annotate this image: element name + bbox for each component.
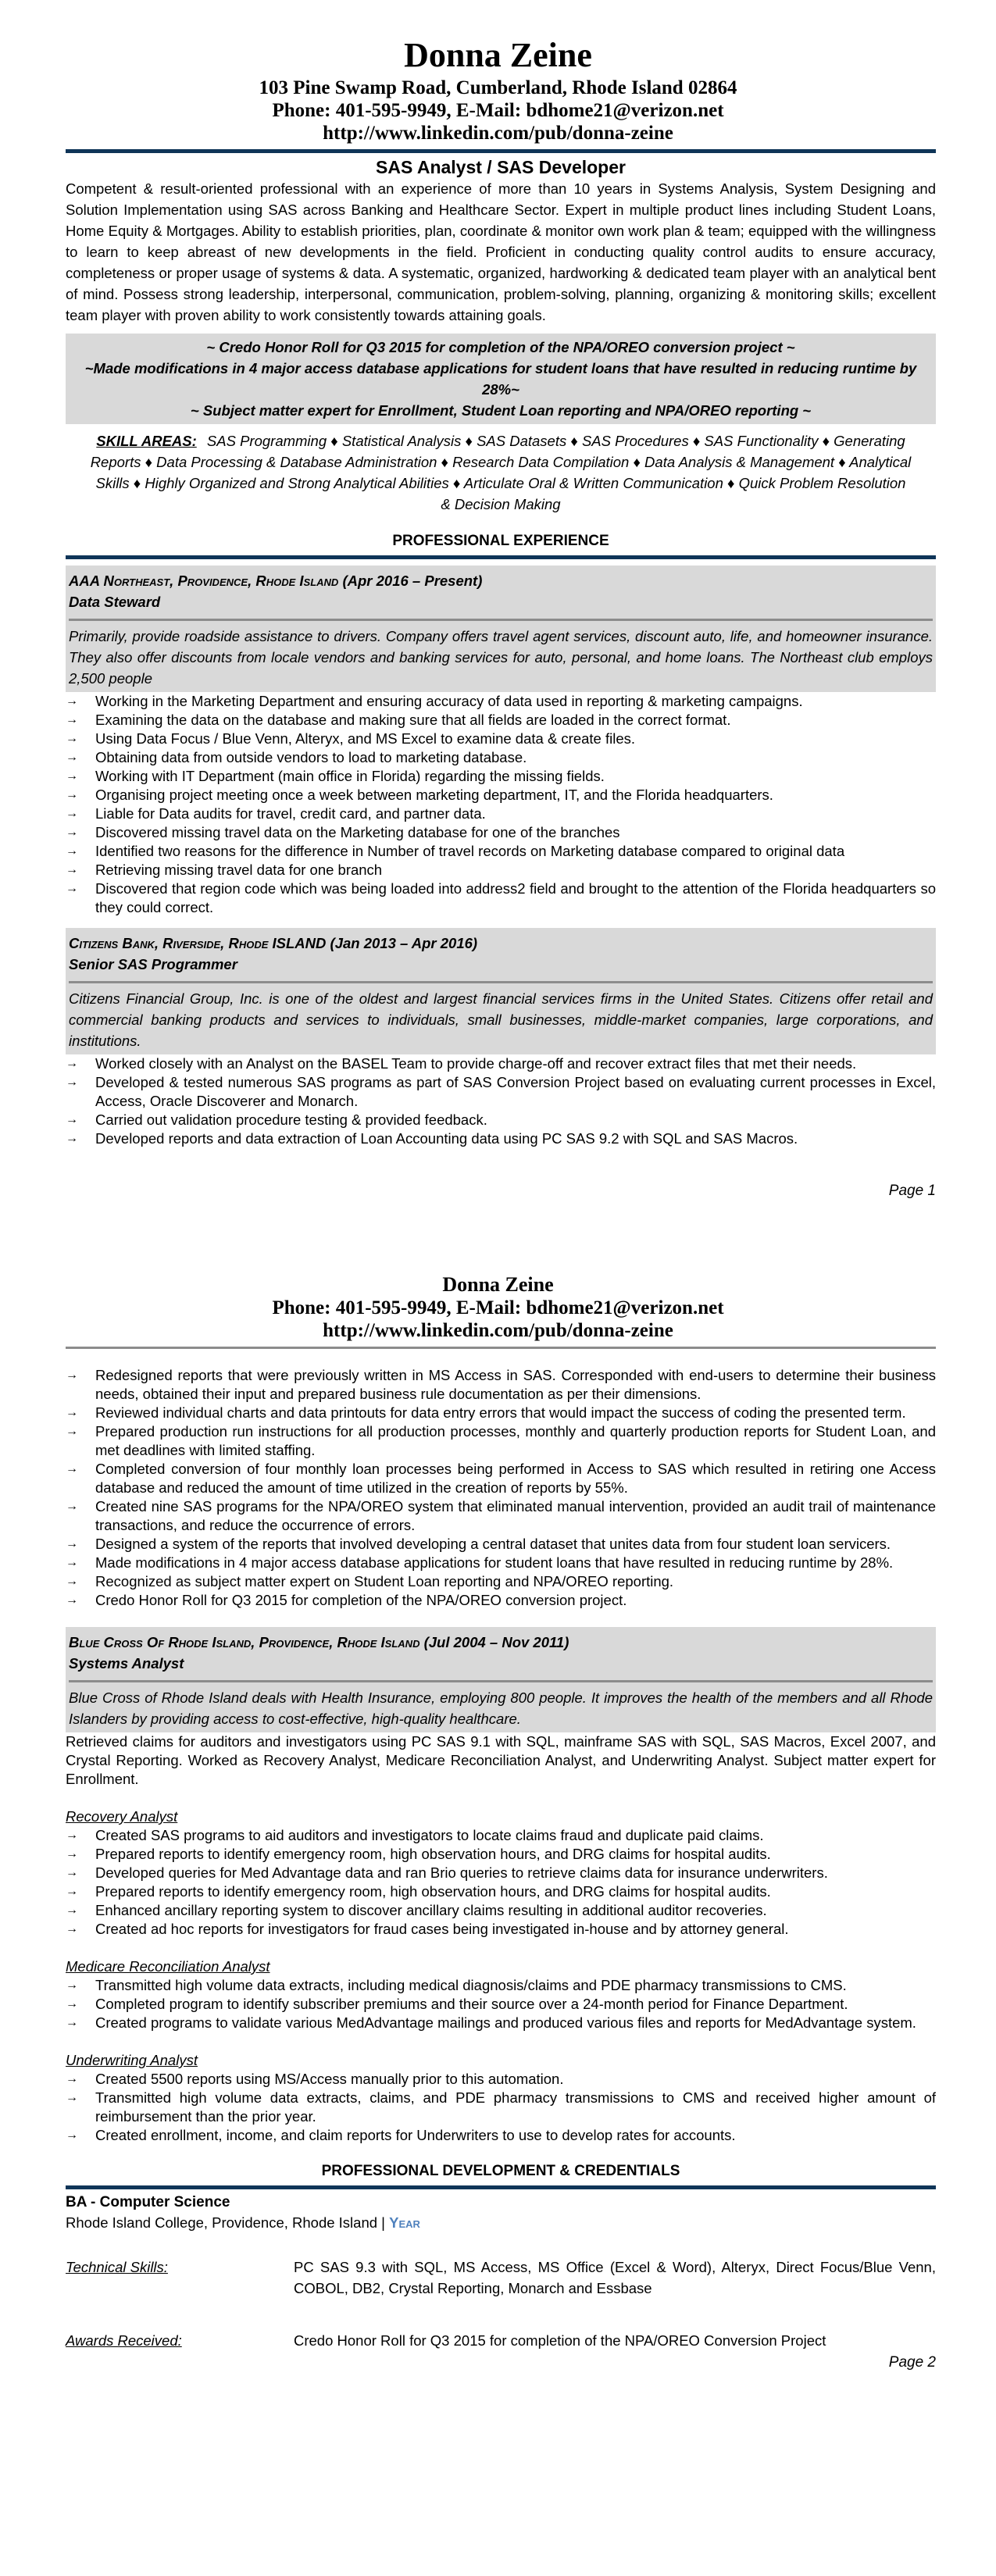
resume-header	[0, 0, 996, 144]
contact-info: Phone: 401-595-9949, E-Mail: bdhome21@verizon.net	[272, 100, 724, 121]
arrow-right-icon: →	[66, 807, 78, 820]
arrow-right-icon: →	[66, 1575, 78, 1588]
list-item: → Working in the Marketing Department and ensuring accuracy of data used in reporting & marketing campaigns.	[66, 693, 803, 709]
arrow-right-icon: →	[66, 1368, 78, 1382]
list-item: → Obtaining data from outside vendors to load to marketing database.	[66, 749, 527, 765]
list-item: → Liable for Data audits for travel, credit card, and partner data.	[66, 805, 486, 822]
education-school: Rhode Island College, Providence, Rhode Island | Year	[66, 2214, 420, 2231]
list-item: → Created ad hoc reports for investigators for fraud cases being investigated in-house and by attorney general.	[66, 1921, 789, 1937]
section-title-credentials: PROFESSIONAL DEVELOPMENT & CREDENTIALS	[321, 2163, 680, 2179]
section-divider	[66, 2185, 936, 2189]
list-item: → Designed a system of the reports that involved developing a central dataset that unites data from four student loan servicers.	[66, 1536, 891, 1552]
employment-dates: (Jan 2013 – Apr 2016)	[330, 935, 478, 951]
list-item: → Reviewed individual charts and data printouts for data entry errors that would impact the success of coding the presented term.	[66, 1404, 906, 1421]
highlights-box	[66, 334, 936, 424]
list-item: → Prepared reports to identify emergency room, high observation hours, and DRG claims for hospital audits.	[66, 1846, 771, 1862]
list-item: → Developed reports and data extraction of Loan Accounting data using PC SAS 9.2 with SQL and SAS Macros.	[66, 1130, 798, 1147]
subrole-title: Underwriting Analyst	[66, 2052, 198, 2068]
list-item: → Completed conversion of four monthly loan processes being performed in Access to SAS which resulted in retiring one Access database and reduced the amount of time utilized in the creation of reports by 55%.	[66, 1461, 936, 1496]
list-item: → Identified two reasons for the difference in Number of travel records on Marketing database compared to original data	[66, 843, 845, 859]
page-number: Page 1	[888, 1183, 936, 1199]
highlight-item: ~ Subject matter expert for Enrollment, Student Loan reporting and NPA/OREO reporting ~	[190, 402, 812, 419]
arrow-right-icon: →	[66, 826, 78, 839]
list-item: → Retrieving missing travel data for one branch	[66, 862, 383, 878]
list-item: → Redesigned reports that were previously written in MS Access in SAS. Corresponded with end-users to determine their business needs, obtained their input and prepared business rule documentation as per their dimensions.	[66, 1367, 936, 1402]
arrow-right-icon: →	[66, 1057, 78, 1070]
resume-header-page-2	[0, 1273, 996, 1342]
arrow-right-icon: →	[66, 1847, 78, 1861]
job-header-aaa	[66, 566, 936, 692]
arrow-right-icon: →	[66, 1406, 78, 1419]
arrow-right-icon: →	[66, 1922, 78, 1936]
role-title: Senior SAS Programmer	[69, 956, 237, 972]
list-item: → Completed program to identify subscriber premiums and their source over a 24-month period for Finance Department.	[66, 1996, 848, 2012]
list-item: → Developed queries for Med Advantage data and ran Brio queries to retrieve claims data for insurance underwriters.	[66, 1864, 828, 1881]
professional-summary: Competent & result-oriented professional with an experience of more than 10 years in Systems Analysis, System Designing and Solution Implementation using SAS across Banking and Healthcare Sector. Expert in multiple product lines including Student Loans, Home Equity & Mortgages. Ability to establish priorities, plan, coordinate & monitor own work plan & team; equipped with the willingness to learn to keep abreast of new developments in the field. Proficient in conducting quality control audits to ensure accuracy, completeness or proper usage of systems & data. A systematic, organized, hardworking & dedicated team player with an analytical bent of mind. Possess strong leadership, interpersonal, communication, problem-solving, planning, organizing & monitoring skills; excellent team player with proven ability to work consistently towards attaining goals.	[66, 180, 936, 323]
header-divider	[66, 149, 936, 153]
list-item: → Using Data Focus / Blue Venn, Alteryx, and MS Excel to examine data & create files.	[66, 730, 636, 747]
section-divider	[66, 555, 936, 559]
company-line	[69, 570, 933, 591]
list-item: → Worked closely with an Analyst on the BASEL Team to provide charge-off and recover extract files that met their needs.	[66, 1055, 857, 1072]
arrow-right-icon: →	[66, 1593, 78, 1607]
employment-dates: (Apr 2016 – Present)	[342, 573, 483, 589]
list-item: → Credo Honor Roll for Q3 2015 for completion of the NPA/OREO conversion project.	[66, 1592, 627, 1608]
technical-skills-label: Technical Skills:	[66, 2259, 168, 2275]
arrow-right-icon: →	[66, 769, 78, 783]
list-item: → Carried out validation procedure testing & provided feedback.	[66, 1111, 487, 1128]
job-header-bluecross	[66, 1627, 936, 1732]
arrow-right-icon: →	[66, 1132, 78, 1145]
arrow-right-icon: →	[66, 713, 78, 726]
role-title: Data Steward	[69, 594, 161, 610]
company-line	[69, 1632, 933, 1653]
skill-areas-label: SKILL AREAS:	[96, 433, 197, 449]
list-item: → Enhanced ancillary reporting system to discover ancillary claims resulting in additional auditor recoveries.	[66, 1902, 767, 1918]
linkedin-link[interactable]: http://www.linkedin.com/pub/donna-zeine	[323, 1320, 673, 1341]
page-number: Page 2	[888, 2354, 936, 2371]
highlight-item: ~Made modifications in 4 major access database applications for student loans that have resulted in reducing runtime by 28%~	[84, 360, 917, 398]
list-item: → Created SAS programs to aid auditors and investigators to locate claims fraud and duplicate paid claims.	[66, 1827, 764, 1843]
company-description: Citizens Financial Group, Inc. is one of the oldest and largest financial services firms in the United States. Citizens offer retail and commercial banking products and services to individuals, small businesses, middle-market companies, large corporations, and institutions.	[69, 990, 933, 1049]
list-item: → Created nine SAS programs for the NPA/OREO system that eliminated manual intervention, provided an audit trail of maintenance transactions, and reduce the occurrence of errors.	[66, 1498, 936, 1533]
list-item: → Created 5500 reports using MS/Access manually prior to this automation.	[66, 2071, 564, 2087]
arrow-right-icon: →	[66, 694, 78, 708]
job-divider	[69, 1680, 933, 1682]
education-year: Year	[389, 2214, 420, 2231]
skill-areas-list: SAS Programming ♦ Statistical Analysis ♦ SAS Datasets ♦ SAS Procedures ♦ SAS Functionality ♦ Generating Reports ♦ Data Processing & Database Administration ♦ Research Data Compilation ♦ Data Analysis & Management ♦ Analytical Skills ♦ Highly Organized and Strong Analytical Abilities ♦ Articulate Oral & Written Communication ♦ Quick Problem Resolution & Decision Making	[90, 433, 912, 512]
list-item: → Transmitted high volume data extracts, claims, and PDE pharmacy transmissions to CMS and received higher amount of reimbursement than the prior year.	[66, 2089, 936, 2125]
list-item: → Prepared reports to identify emergency room, high observation hours, and DRG claims for hospital audits.	[66, 1883, 771, 1900]
subrole-title: Medicare Reconciliation Analyst	[66, 1958, 270, 1975]
section-title-experience: PROFESSIONAL EXPERIENCE	[392, 533, 609, 549]
arrow-right-icon: →	[66, 788, 78, 801]
skill-areas	[89, 430, 912, 515]
list-item: → Developed & tested numerous SAS programs as part of SAS Conversion Project based on evaluating current processes in Excel, Access, Oracle Discoverer and Monarch.	[66, 1074, 936, 1109]
resume-page-2	[0, 1273, 996, 2371]
job-divider	[69, 981, 933, 983]
list-item: → Discovered missing travel data on the Marketing database for one of the branches	[66, 824, 620, 840]
employment-dates: (Jul 2004 – Nov 2011)	[423, 1634, 569, 1650]
list-item: → Prepared production run instructions for all production processes, monthly and quarterly production reports for Student Loan, and met deadlines with limited staffing.	[66, 1423, 936, 1458]
list-item: → Examining the data on the database and making sure that all fields are loaded in the correct format.	[66, 712, 731, 728]
subrole-title: Recovery Analyst	[66, 1808, 178, 1825]
subrole-bullets-recovery	[66, 1826, 936, 1939]
arrow-right-icon: →	[66, 1076, 78, 1089]
list-item: → Organising project meeting once a week between marketing department, IT, and the Florida headquarters.	[66, 787, 773, 803]
arrow-right-icon: →	[66, 1537, 78, 1550]
arrow-right-icon: →	[66, 751, 78, 764]
job-overview: Retrieved claims for auditors and investigators using PC SAS 9.1 with SQL, mainframe SAS with SQL, SAS Macros, Excel 2007, and Crystal Reporting. Worked as Recovery Analyst, Medicare Reconciliation Analyst, and Underwriting Analyst. Subject matter expert for Enrollment.	[66, 1733, 936, 1787]
arrow-right-icon: →	[66, 1425, 78, 1438]
arrow-right-icon: →	[66, 2072, 78, 2085]
list-item: → Made modifications in 4 major access database applications for student loans that have resulted in reducing runtime by 28%.	[66, 1554, 894, 1571]
address: 103 Pine Swamp Road, Cumberland, Rhode Island 02864	[259, 77, 737, 98]
list-item: → Created enrollment, income, and claim reports for Underwriters to use to develop rates for accounts.	[66, 2127, 736, 2143]
company-name: Blue Cross Of Rhode Island, Providence, Rhode Island	[69, 1634, 420, 1650]
arrow-right-icon: →	[66, 732, 78, 745]
list-item: → Discovered that region code which was being loaded into address2 field and brought to the attention of the Florida headquarters so they could correct.	[66, 880, 936, 915]
arrow-right-icon: →	[66, 2128, 78, 2142]
arrow-right-icon: →	[66, 1903, 78, 1917]
awards-value: Credo Honor Roll for Q3 2015 for completion of the NPA/OREO Conversion Project	[294, 2332, 826, 2349]
list-item: → Created programs to validate various MedAdvantage mailings and produced various files and reports for MedAdvantage system.	[66, 2014, 916, 2031]
job-header-citizens	[66, 928, 936, 1054]
role-title: Systems Analyst	[69, 1655, 184, 1672]
arrow-right-icon: →	[66, 1829, 78, 1842]
resume-page-1	[0, 0, 996, 1200]
candidate-name: Donna Zeine	[442, 1273, 554, 1296]
technical-skills-row	[66, 2257, 936, 2299]
subrole-bullets-underwriting	[66, 2070, 936, 2145]
company-description: Blue Cross of Rhode Island deals with Health Insurance, employing 800 people. It improves the health of the members and all Rhode Islanders by providing access to cost-effective, high-quality healthcare.	[69, 1689, 933, 1727]
awards-row	[66, 2330, 936, 2351]
header-divider	[66, 1347, 936, 1349]
arrow-right-icon: →	[66, 1978, 78, 1992]
awards-label: Awards Received:	[66, 2332, 182, 2349]
linkedin-link[interactable]: http://www.linkedin.com/pub/donna-zeine	[323, 123, 673, 144]
arrow-right-icon: →	[66, 844, 78, 858]
candidate-name: Donna Zeine	[404, 36, 592, 74]
arrow-right-icon: →	[66, 1556, 78, 1569]
arrow-right-icon: →	[66, 882, 78, 895]
arrow-right-icon: →	[66, 1462, 78, 1475]
highlight-item: ~ Credo Honor Roll for Q3 2015 for completion of the NPA/OREO conversion project ~	[206, 339, 795, 355]
job-bullets-citizens	[66, 1054, 936, 1148]
arrow-right-icon: →	[66, 1866, 78, 1879]
subrole-bullets-medicare	[66, 1976, 936, 2032]
technical-skills-value: PC SAS 9.3 with SQL, MS Access, MS Office (Excel & Word), Alteryx, Direct Focus/Blue Venn, COBOL, DB2, Crystal Reporting, Monarch and Essbase	[294, 2259, 936, 2296]
education-degree: BA - Computer Science	[66, 2194, 230, 2210]
list-item: → Transmitted high volume data extracts, including medical diagnosis/claims and PDE pharmacy transmissions to CMS.	[66, 1977, 847, 1993]
job-bullets-citizens-continued	[66, 1366, 936, 1610]
arrow-right-icon: →	[66, 863, 78, 876]
company-description: Primarily, provide roadside assistance to drivers. Company offers travel agent services, discount auto, life, and homeowner insurance. They also offer discounts from locale vendors and banking services for auto, personal, and home loans. The Northeast club employs 2,500 people	[69, 628, 933, 687]
company-name: AAA Northeast, Providence, Rhode Island	[69, 573, 339, 589]
company-line	[69, 933, 933, 954]
job-title: SAS Analyst / SAS Developer	[376, 157, 626, 177]
arrow-right-icon: →	[66, 2016, 78, 2029]
job-bullets-aaa	[66, 692, 936, 917]
list-item: → Working with IT Department (main office in Florida) regarding the missing fields.	[66, 768, 605, 784]
job-divider	[69, 619, 933, 621]
list-item: → Recognized as subject matter expert on Student Loan reporting and NPA/OREO reporting.	[66, 1573, 674, 1589]
arrow-right-icon: →	[66, 1885, 78, 1898]
arrow-right-icon: →	[66, 1113, 78, 1126]
company-name: Citizens Bank, Riverside, Rhode ISLAND	[69, 935, 327, 951]
arrow-right-icon: →	[66, 1500, 78, 1513]
arrow-right-icon: →	[66, 2091, 78, 2104]
arrow-right-icon: →	[66, 1997, 78, 2010]
contact-info: Phone: 401-595-9949, E-Mail: bdhome21@verizon.net	[272, 1297, 724, 1318]
